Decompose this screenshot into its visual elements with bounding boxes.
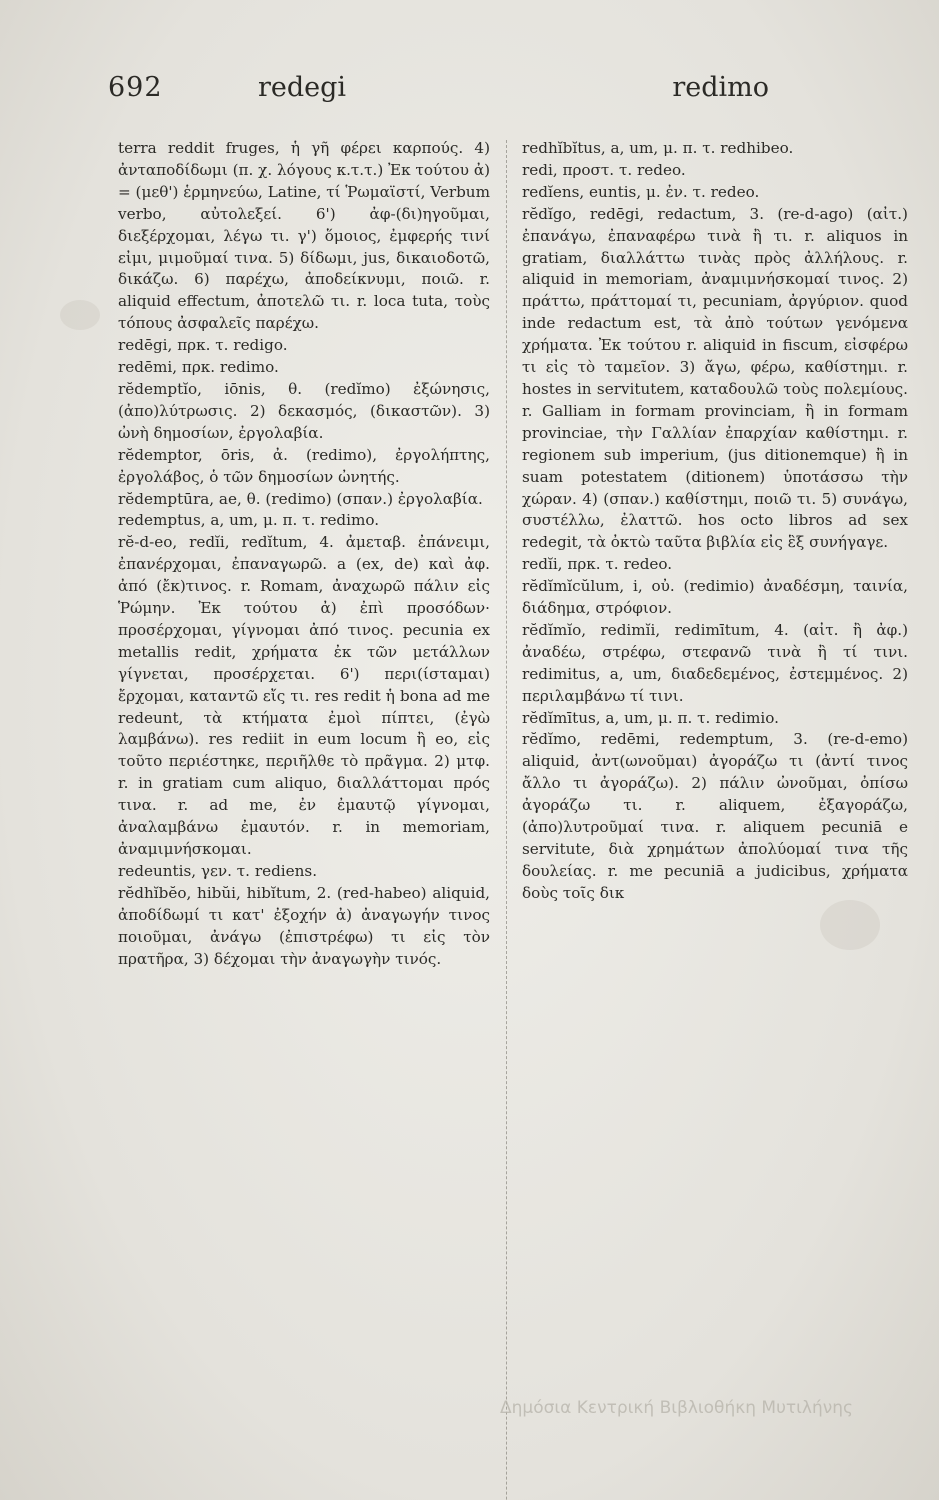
header-left-guide-word: redegi bbox=[258, 72, 347, 103]
page-header bbox=[108, 72, 769, 120]
dictionary-entry: terra reddit fruges, ἡ γῆ φέρει καρπούς. 4) ἀνταποδίδωμι (π. χ. λόγους κ.τ.τ.) Ἐκ τούτου ἀ) = (μεθ') ἑρμηνεύω, Latine, τί Ῥωμαϊστί, Verbum verbo, αὐτολεξεί. 6') ἀφ-(δι)ηγοῦμαι, διεξέρχομαι, λέγω τι. γ') ὅμοιος, ἐμφερής τινί εἰμι, μιμοῦμαί τινα. 5) δίδωμι, jus, δικαιοδοτῶ, δικάζω. 6) παρέχω, ἀποδείκνυμι, ποιῶ. r. aliquid effectum, ἀποτελῶ τι. r. loca tuta, τοὺς τόπους ἀσφαλεῖς παρέχω. bbox=[118, 139, 490, 333]
library-watermark: Δημόσια Κεντρική Βιβλιοθήκη Μυτιλήνης bbox=[500, 1398, 853, 1418]
dictionary-entry: rĕdĭgo, redēgi, redactum, 3. (re-d-ago) (αἰτ.) ἐπανάγω, ἐπαναφέρω τινὰ ἢ τι. r. aliquos in gratiam, διαλλάττω τινὰς πρὸς ἀλλήλους. r. aliquid in memoriam, ἀναμιμνήσκομαί τινος. 2) πράττω, πράττομαί τι, pecuniam, ἀργύριον. quod inde redactum est, τὰ ἀπὸ τούτων γενόμενα χρήματα. Ἐκ τούτου r. aliquid in fiscum, εἰσφέρω τι εἰς τὸ ταμεῖον. 3) ἄγω, φέρω, καθίστημι. r. hostes in servitutem, καταδουλῶ τοὺς πολεμίους. r. Galliam in formam provinciam, ἢ in formam provinciae, τὴν Γαλλίαν ἐπαρχίαν καθίστημι. r. regionem sub imperium, (jus ditionemque) ἢ in suam potestatem (ditionem) ὑποτάσσω τὴν χώραν. 4) (σπαν.) καθίστημι, ποιῶ τι. 5) συνάγω, συστέλλω, ἐλαττῶ. hos octo libros ad sex redegit, τὰ ὀκτὼ ταῦτα βιβλία εἰς ἓξ συνήγαγε. bbox=[522, 204, 908, 552]
paper-stain bbox=[60, 300, 100, 330]
page-number: 692 bbox=[108, 72, 163, 103]
left-column bbox=[118, 138, 490, 970]
dictionary-entry: redi, προστ. τ. redeo. bbox=[522, 160, 686, 179]
dictionary-entry: redēgi, πρκ. τ. redigo. bbox=[118, 336, 288, 355]
dictionary-entry: rĕdemptūra, ae, θ. (redimo) (σπαν.) ἐργολαβία. bbox=[118, 489, 483, 508]
paper-stain bbox=[820, 900, 880, 950]
dictionary-entry: rĕdĭmĭcŭlum, i, οὐ. (redimio) ἀναδέσμη, ταινία, διάδημα, στρόφιον. bbox=[522, 577, 908, 618]
dictionary-entry: redĭens, euntis, μ. ἐν. τ. redeo. bbox=[522, 182, 760, 201]
dictionary-entry: rĕdemptĭo, iōnis, θ. (redĭmo) ἐξώνησις, (ἀπο)λύτρωσις. 2) δεκασμός, (δικαστῶν). 3) ὠνὴ δημοσίων, ἐργολαβία. bbox=[118, 379, 490, 442]
dictionary-entry: rĕdhĭbĕo, hibŭi, hibĭtum, 2. (red-habeo) aliquid, ἀποδίδωμί τι κατ' ἐξοχήν ἀ) ἀναγωγήν τινος ποιοῦμαι, ἀνάγω (ἐπιστρέφω) τι εἰς τὸν πρατῆρα, 3) δέχομαι τὴν ἀναγωγὴν τινός. bbox=[118, 883, 490, 968]
dictionary-entry: rĕdĭmĭo, redimĭi, redimītum, 4. (αἰτ. ἢ ἀφ.) ἀναδέω, στρέφω, στεφανῶ τινὰ ἢ τί τινι. redimitus, a, um, διαδεδεμένος, ἐστεμμένος. 2) περιλαμβάνω τί τινι. bbox=[522, 620, 908, 705]
dictionary-entry: rĕ-d-eo, redĭi, redĭtum, 4. ἀμεταβ. ἐπάνειμι, ἐπανέρχομαι, ἐπαναγωρῶ. a (ex, de) καὶ ἀφ. ἀπό (ἔκ)τινος. r. Romam, ἀναχωρῶ πάλιν εἰς Ῥώμην. Ἐκ τούτου ἀ) ἐπὶ προσόδων· προσέρχομαι, γίγνομαι ἀπό τινος. pecunia ex metallis redit, χρήματα ἐκ τῶν μετάλλων γίγνεται, προσέρχεται. 6') περι(ίσταμαι) ἔρχομαι, καταντῶ εἴς τι. res redit ἡ bona ad me redeunt, τὰ κτήματα ἐμοὶ πίπτει, (ἐγὼ λαμβάνω). res rediit in eum locum ἢ eo, εἰς τοῦτο περιέστηκε, περιῆλθε τὸ πρᾶγμα. 2) μτφ. r. in gratiam cum aliquo, διαλλάττομαι πρός τινα. r. ad me, ἐν ἐμαυτῷ γίγνομαι, ἀναλαμβάνω ἐμαυτόν. r. in memoriam, ἀναμιμνήσκομαι. bbox=[118, 533, 490, 858]
dictionary-entry: redĭi, πρκ. τ. redeo. bbox=[522, 555, 673, 574]
dictionary-entry: redhĭbĭtus, a, um, μ. π. τ. redhibeo. bbox=[522, 139, 794, 157]
dictionary-entry: rĕdĭmo, redēmi, redemptum, 3. (re-d-emo) aliquid, ἀντ(ωνοῦμαι) ἀγοράζω τι (ἀντί τινος ἄλλο τι ἀγοράζω). 2) πάλιν ὠνοῦμαι, ὀπίσω ἀγοράζω τι. r. aliquem, ἐξαγοράζω, (ἀπο)λυτροῦμαί τινα. r. aliquem pecuniā e servitute, διὰ χρημάτων ἀπολύομαί τινα τῆς δουλείας. r. me pecuniā a judicibus, χρήματα δοὺς τοῖς δικ bbox=[522, 730, 908, 902]
dictionary-entry: redēmi, πρκ. redimo. bbox=[118, 358, 279, 377]
header-right-guide-word: redimo bbox=[672, 72, 769, 103]
column-divider bbox=[506, 140, 508, 1500]
dictionary-entry: redeuntis, γεν. τ. rediens. bbox=[118, 861, 318, 880]
dictionary-entry: redemptus, a, um, μ. π. τ. redimo. bbox=[118, 511, 380, 530]
right-column bbox=[522, 138, 908, 905]
dictionary-entry: rĕdĭmītus, a, um, μ. π. τ. redimio. bbox=[522, 708, 779, 727]
dictionary-entry: rĕdemptor, ōris, ἀ. (redimo), ἐργολήπτης, ἐργολάβος, ὁ τῶν δημοσίων ὠνητής. bbox=[118, 445, 490, 486]
